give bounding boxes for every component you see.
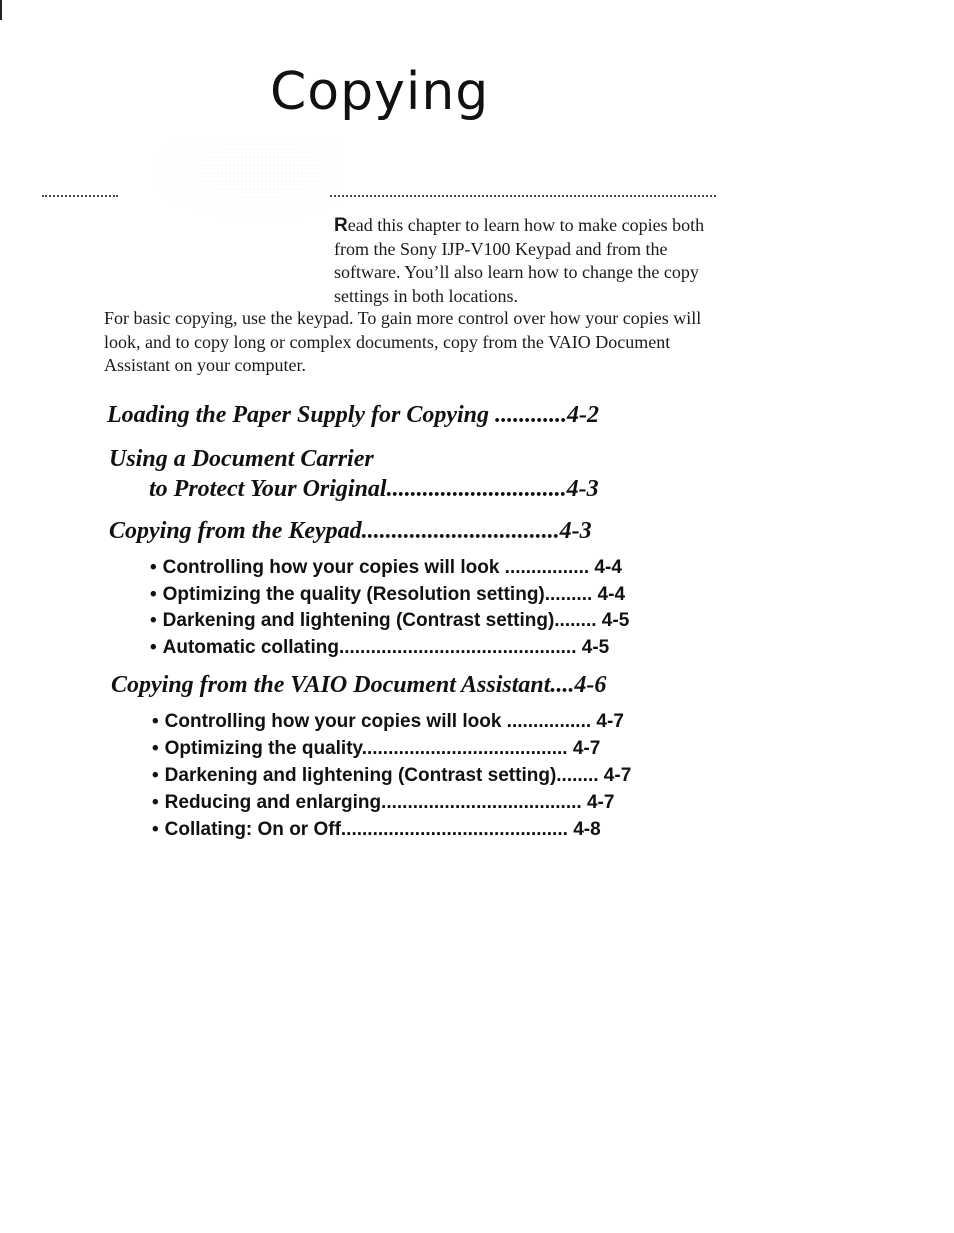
toc-subentry-label: Darkening and lightening (Contrast setting)........ — [162, 610, 597, 631]
toc-entry-copying-vaio[interactable] — [111, 672, 606, 699]
bullet-icon: • — [152, 738, 159, 759]
toc-entry-label: Loading the Paper Supply for Copying ............ — [107, 402, 568, 428]
toc-subentry-page: 4-7 — [572, 738, 601, 759]
bullet-icon: • — [150, 637, 157, 658]
toc-subentry[interactable] — [152, 819, 601, 841]
toc-subentry-label: Collating: On or Off........................................... — [164, 819, 568, 840]
bullet-icon: • — [152, 711, 159, 732]
toc-subentry-label: Optimizing the quality....................................... — [164, 738, 568, 759]
toc-entry-label: Using a Document Carrier — [109, 446, 374, 472]
bullet-icon: • — [152, 765, 159, 786]
toc-subentry-label: Reducing and enlarging...................................... — [164, 792, 582, 813]
chapter-intro — [334, 214, 718, 308]
toc-entry-page: 4-3 — [559, 518, 592, 544]
body-paragraph: For basic copying, use the keypad. To gain more control over how your copies will look, and to copy long or complex documents, copy from the VAIO Document Assistant on your computer. — [104, 308, 702, 375]
toc-subentry-page: 4-4 — [594, 557, 622, 578]
toc-subentry[interactable] — [152, 792, 614, 814]
toc-subentry-page: 4-7 — [603, 765, 632, 786]
toc-subentry-page: 4-7 — [586, 792, 615, 813]
toc-subentry-label: Controlling how your copies will look ................ — [162, 557, 590, 578]
toc-subentry[interactable] — [150, 584, 625, 606]
toc-entry-copying-keypad[interactable] — [109, 518, 592, 545]
toc-entry-page: 4-2 — [567, 402, 600, 428]
dotted-rule-right — [330, 195, 716, 197]
toc-subentry-label: Controlling how your copies will look ................ — [164, 711, 592, 732]
toc-subentry[interactable] — [152, 738, 600, 760]
halftone-decoration — [140, 135, 340, 225]
dotted-rule-left — [42, 195, 118, 197]
bullet-icon: • — [150, 584, 157, 605]
toc-subentry-page: 4-7 — [596, 711, 624, 732]
toc-subentry-page: 4-4 — [597, 584, 626, 605]
toc-entry-page: 4-3 — [566, 476, 599, 502]
intro-dropcap: R — [334, 215, 348, 236]
toc-subentry-label: Darkening and lightening (Contrast setting)........ — [164, 765, 599, 786]
toc-subentry-page: 4-5 — [601, 610, 630, 631]
toc-subentry[interactable] — [150, 637, 609, 659]
toc-entry-label: Copying from the Keypad................................. — [109, 518, 560, 544]
toc-subentry[interactable] — [152, 765, 631, 787]
toc-entry-label: to Protect Your Original.............................. — [149, 476, 567, 502]
toc-entry-page: 4-6 — [574, 672, 607, 698]
toc-subentry[interactable] — [150, 557, 622, 579]
toc-entry-loading-paper[interactable] — [107, 402, 599, 429]
chapter-title: Copying — [270, 62, 490, 122]
bullet-icon: • — [152, 819, 159, 840]
toc-subentry[interactable] — [152, 711, 624, 733]
toc-entry-label: Copying from the VAIO Document Assistant.... — [111, 672, 575, 698]
bullet-icon: • — [152, 792, 159, 813]
bullet-icon: • — [150, 610, 157, 631]
toc-subentry-label: Automatic collating............................................. — [162, 637, 577, 658]
toc-subentry-label: Optimizing the quality (Resolution setting)......... — [162, 584, 593, 605]
toc-subentry-page: 4-8 — [573, 819, 601, 840]
bullet-icon: • — [150, 557, 157, 578]
scan-edge-mark — [0, 0, 2, 20]
intro-text: ead this chapter to learn how to make copies both from the Sony IJP-V100 Keypad and from the software. You’ll also learn how to change the copy settings in both locations. — [334, 215, 705, 306]
toc-entry-document-carrier-line2[interactable] — [149, 476, 599, 503]
toc-subentry-page: 4-5 — [581, 637, 610, 658]
toc-subentry[interactable] — [150, 610, 629, 632]
toc-entry-document-carrier-line1[interactable] — [109, 446, 374, 473]
